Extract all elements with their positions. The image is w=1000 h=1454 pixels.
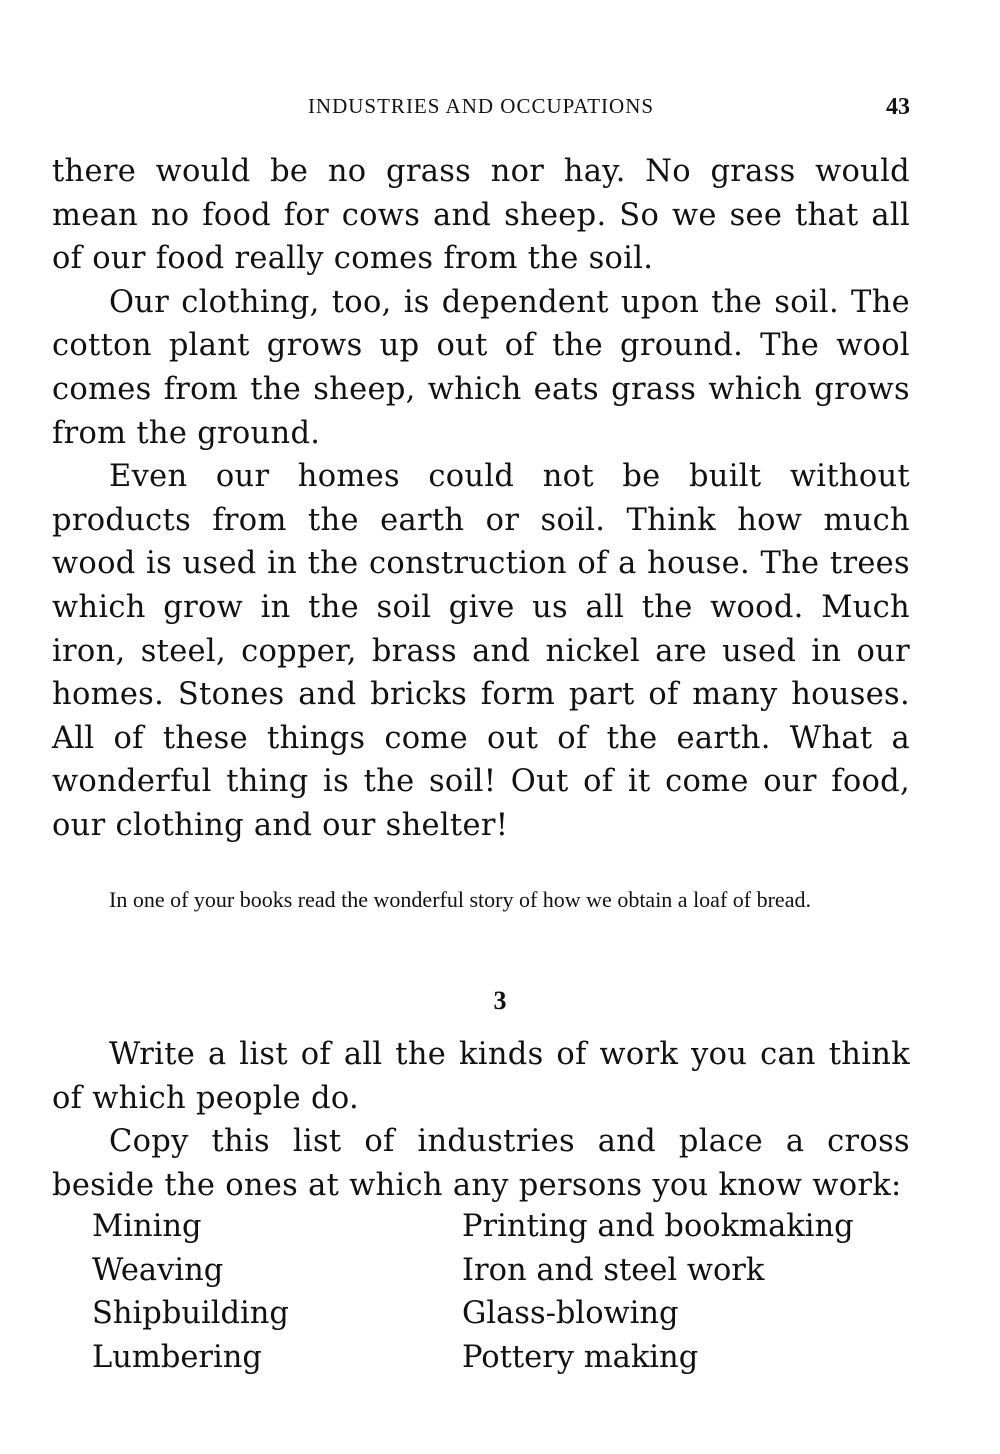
- running-head: INDUSTRIES AND OCCUPATIONS: [307, 94, 655, 118]
- body-text: [52, 150, 910, 848]
- paragraph-clothing: Our clothing, too, is dependent upon the soil. The cotton plant grows up out of the ground. The wool comes from the sheep, which eats grass which grows from the ground.: [52, 284, 910, 451]
- list-item: Weaving: [92, 1252, 224, 1288]
- list-item: Mining: [92, 1209, 202, 1244]
- list-item: Iron and steel work: [462, 1252, 765, 1288]
- list-item: Printing and bookmaking: [462, 1209, 854, 1244]
- reading-note: In one of your books read the wonderful story of how we obtain a loaf of bread.: [109, 887, 811, 912]
- section-text: [52, 1033, 910, 1207]
- section-number: 3: [493, 986, 507, 1015]
- exercise-paragraph: Write a list of all the kinds of work you can think of which people do.: [52, 1037, 910, 1116]
- paragraph-homes: Even our homes could not be built without products from the earth or soil. Think how much wood is used in the construction of a house. The trees which grow in the soil give us all the wood. Much iron, steel, copper, brass and nickel are used in our homes. Stones and bricks form part of many houses. All of these things come out of the earth. What a wonderful thing is the soil! Out of it come our food, our clothing and our shelter!: [52, 459, 910, 843]
- list-item: Glass-blowing: [462, 1296, 679, 1332]
- paragraph-continued: there would be no grass nor hay. No grass would mean no food for cows and sheep. So we see that all of our food really comes from the soil.: [52, 154, 910, 277]
- page-header: [52, 94, 910, 126]
- industry-list-left: [92, 1205, 289, 1379]
- page-number: 43: [886, 94, 910, 120]
- list-item: Pottery making: [462, 1339, 699, 1375]
- list-item: Shipbuilding: [92, 1296, 289, 1332]
- list-item: Lumbering: [92, 1339, 262, 1375]
- exercise-paragraph: Copy this list of industries and place a cross beside the ones at which any persons you know work:: [52, 1124, 910, 1203]
- industry-list-right: [462, 1205, 854, 1379]
